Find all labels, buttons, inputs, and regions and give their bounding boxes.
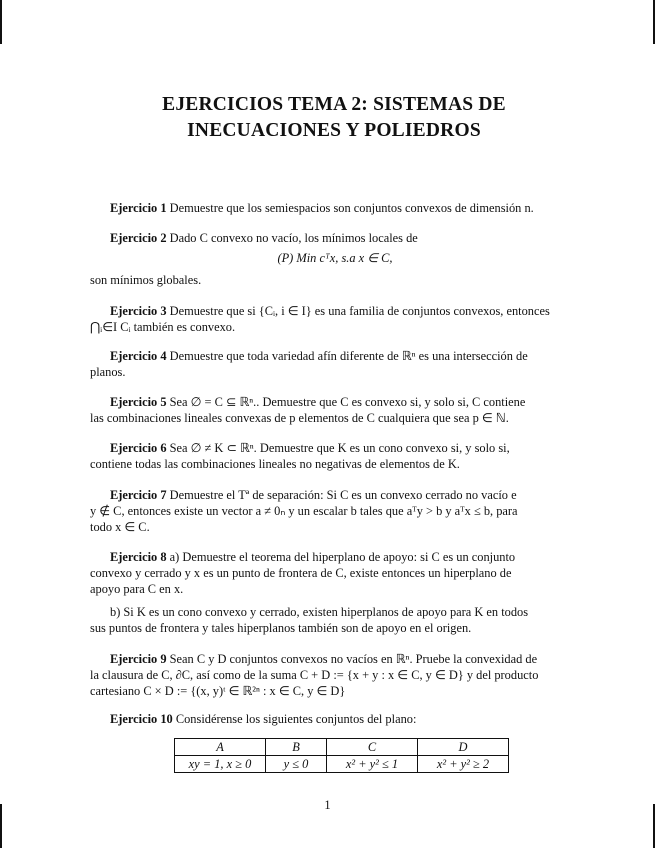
exercise-label: Ejercicio 7 xyxy=(110,488,167,502)
exercise-label: Ejercicio 5 xyxy=(110,395,167,409)
exercise-2-formula: (P) Min cᵀx, s.a x ∈ C, xyxy=(277,251,393,265)
exercise-10 xyxy=(110,711,580,727)
exercise-2 xyxy=(110,230,580,246)
exercise-9 xyxy=(110,651,580,667)
exercise-text: a) Demuestre el teorema del hiperplano de apoyo: si C es un conjunto xyxy=(169,550,516,564)
exercise-6 xyxy=(110,440,580,456)
exercise-8-cont: convexo y cerrado y x es un punto de frontera de C, existe entonces un hiperplano de xyxy=(90,566,512,580)
exercise-text: Dado C convexo no vacío, los mínimos locales de xyxy=(169,231,418,245)
table-cell: y ≤ 0 xyxy=(266,756,327,773)
document-title: EJERCICIOS TEMA 2: SISTEMAS DE INECUACIONES Y POLIEDROS xyxy=(162,94,506,141)
table-header: D xyxy=(418,739,509,756)
exercise-label: Ejercicio 6 xyxy=(110,441,167,455)
exercise-text: Demuestre que toda variedad afín diferente de ℝⁿ es una intersección de xyxy=(169,349,528,363)
exercise-9-cont: la clausura de C, ∂C, así como de la suma C + D := {x + y : x ∈ C, y ∈ D} y del producto xyxy=(90,668,539,682)
exercise-8-part-b: b) Si K es un cono convexo y cerrado, existen hiperplanos de apoyo para K en todos xyxy=(110,605,529,619)
table-header: B xyxy=(266,739,327,756)
exercise-label: Ejercicio 2 xyxy=(110,231,167,245)
table-cell: xy = 1, x ≥ 0 xyxy=(175,756,266,773)
exercise-text: Demuestre que los semiespacios son conjuntos convexos de dimensión n. xyxy=(169,201,534,215)
exercise-5 xyxy=(110,394,580,410)
table-cell: x² + y² ≥ 2 xyxy=(418,756,509,773)
exercise-7-cont: todo x ∈ C. xyxy=(90,520,150,534)
exercise-8-cont: apoyo para C en x. xyxy=(90,582,184,596)
exercise-1 xyxy=(110,200,580,216)
table-header: A xyxy=(175,739,266,756)
table-cell: x² + y² ≤ 1 xyxy=(327,756,418,773)
table-row xyxy=(175,756,509,773)
exercise-7 xyxy=(110,487,580,503)
exercise-5-cont: las combinaciones lineales convexas de p elementos de C cualquiera que sea p ∈ ℕ. xyxy=(90,411,509,425)
exercise-text: Demuestre que si {Cᵢ, i ∈ I} es una familia de conjuntos convexos, entonces xyxy=(169,304,550,318)
sets-table xyxy=(174,738,509,773)
page-number: 1 xyxy=(324,798,331,812)
exercise-8-part-b-cont: sus puntos de frontera y tales hiperplanos también son de apoyo en el origen. xyxy=(90,621,472,635)
table-header-row xyxy=(175,739,509,756)
exercise-2-tail: son mínimos globales. xyxy=(90,273,202,287)
crop-mark xyxy=(0,0,2,44)
exercise-text: Sea ∅ = C ⊆ ℝⁿ.. Demuestre que C es convexo si, y solo si, C contiene xyxy=(169,395,526,409)
exercise-3-cont: ⋂ᵢ∈I Cᵢ también es convexo. xyxy=(90,320,236,334)
table-header: C xyxy=(327,739,418,756)
exercise-label: Ejercicio 8 xyxy=(110,550,167,564)
exercise-7-cont: y ∉ C, entonces existe un vector a ≠ 0ₙ y un escalar b tales que aᵀy > b y aᵀx ≤ b, para xyxy=(90,504,518,518)
exercise-6-cont: contiene todas las combinaciones lineales no negativas de elementos de K. xyxy=(90,457,460,471)
exercise-label: Ejercicio 9 xyxy=(110,652,167,666)
exercise-label: Ejercicio 4 xyxy=(110,349,167,363)
exercise-4 xyxy=(110,348,580,364)
exercise-text: Sea ∅ ≠ K ⊂ ℝⁿ. Demuestre que K es un cono convexo si, y solo si, xyxy=(169,441,510,455)
exercise-text: Demuestre el Tª de separación: Si C es un convexo cerrado no vacío e xyxy=(169,488,517,502)
exercise-3 xyxy=(110,303,580,319)
exercise-text: Considérense los siguientes conjuntos del plano: xyxy=(175,712,417,726)
exercise-4-cont: planos. xyxy=(90,365,126,379)
exercise-8 xyxy=(110,549,580,565)
exercise-label: Ejercicio 3 xyxy=(110,304,167,318)
exercise-text: Sean C y D conjuntos convexos no vacíos en ℝⁿ. Pruebe la convexidad de xyxy=(169,652,538,666)
exercise-label: Ejercicio 10 xyxy=(110,712,173,726)
exercise-9-cont: cartesiano C × D := {(x, y)ᵗ ∈ ℝ²ⁿ : x ∈ C, y ∈ D} xyxy=(90,684,346,698)
exercise-label: Ejercicio 1 xyxy=(110,201,167,215)
